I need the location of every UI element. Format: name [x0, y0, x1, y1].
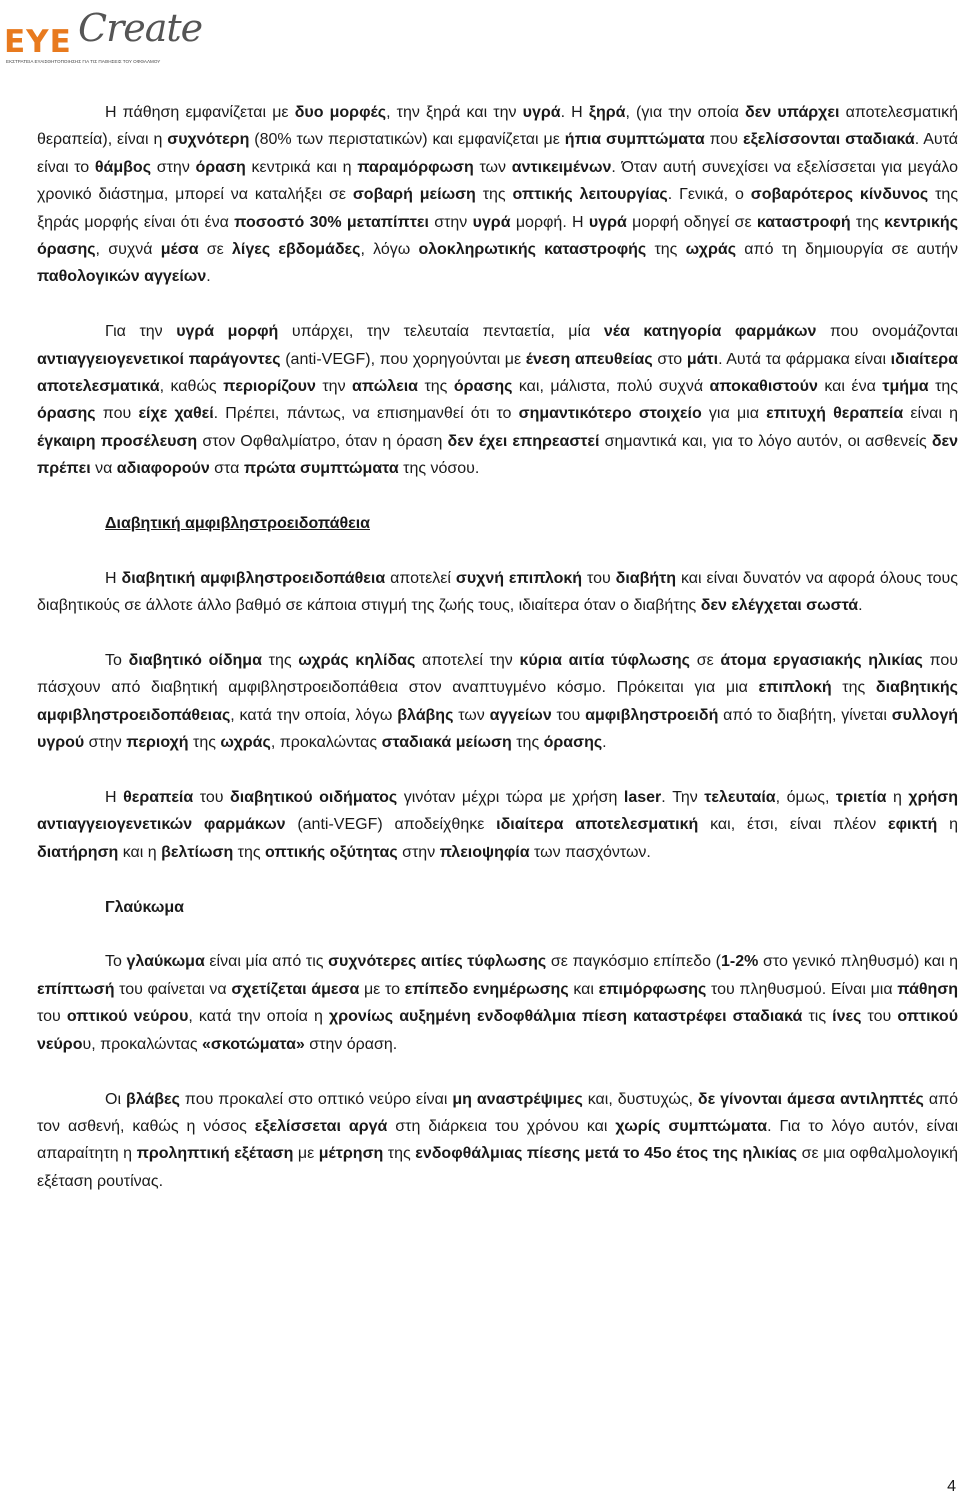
- bold-text: διαβήτη: [615, 569, 677, 587]
- text-run: που: [95, 405, 139, 423]
- text-run: στην όραση.: [304, 1035, 398, 1053]
- bold-text: περιοχή: [126, 734, 189, 752]
- section-heading: Διαβητική αμφιβληστροειδοπάθεια: [105, 515, 370, 533]
- bold-text: όρασης: [37, 405, 96, 423]
- text-run: σε μια οφθαλμολογική εξέταση ρουτίνας.: [37, 1145, 958, 1190]
- bold-text: σοβαρή μείωση: [352, 186, 476, 204]
- bold-text: κύρια αιτία τύφλωσης: [519, 652, 690, 670]
- bold-text: ήπια συμπτώματα: [564, 131, 705, 149]
- text-run: και ένα: [817, 378, 883, 396]
- text-run: για μια: [701, 405, 767, 423]
- text-run: Η πάθηση εμφανίζεται με: [105, 104, 295, 121]
- text-run: του: [193, 789, 231, 807]
- bold-text: εφικτή: [888, 816, 938, 834]
- text-run: και: [568, 980, 599, 998]
- text-run: αποτελεσματική θεραπεία), είναι η: [37, 104, 959, 149]
- bold-text: λίγες εβδομάδες: [232, 241, 361, 259]
- text-run: στο: [652, 350, 687, 368]
- bold-text: επιτυχή θεραπεία: [766, 405, 904, 423]
- bold-text: μέτρηση: [318, 1145, 384, 1163]
- text-run: , όμως,: [775, 789, 836, 807]
- bold-text: ιδιαίτερα αποτελεσματική: [496, 816, 699, 834]
- bold-text: διατήρηση: [37, 843, 119, 861]
- text-run: της: [646, 241, 686, 259]
- bold-text: υγρά: [588, 213, 627, 231]
- text-run: της: [475, 186, 513, 204]
- bold-text: υγρά μορφή: [176, 323, 279, 341]
- text-run: την: [315, 378, 353, 396]
- bold-text: συλλογή υγρού: [37, 706, 958, 752]
- text-run: . Αυτά είναι το: [37, 131, 959, 176]
- bold-text: πάθηση: [897, 980, 959, 998]
- bold-text: αγγείων: [489, 706, 552, 724]
- text-run: σε: [690, 652, 721, 670]
- text-run: (anti-VEGF), που χορηγούνται με: [280, 350, 526, 368]
- text-run: του φαίνεται να: [114, 980, 232, 998]
- bold-text: «σκοτώματα»: [201, 1035, 305, 1053]
- text-run: στο γενικό πληθυσμό) και η: [758, 953, 959, 971]
- bold-text: αδιαφορούν: [116, 460, 210, 478]
- text-run: της νόσου.: [398, 460, 480, 478]
- bold-text: κεντρικής όρασης: [37, 213, 959, 259]
- text-run: σε παγκόσμιο επίπεδο (: [546, 953, 722, 971]
- text-run: στα: [209, 460, 244, 478]
- logo-tagline: ΕΚΣΤΡΑΤΕΙΑ ΕΥΑΙΣΘΗΤΟΠΟΙΗΣΗΣ ΓΙΑ ΤΙΣ ΠΑΘΗΣΕΙΣ ΤΟΥ ΟΦΘΑΛΜΟΥ: [6, 59, 161, 64]
- bold-text: χωρίς συμπτώματα: [615, 1117, 768, 1135]
- text-run: Οι: [105, 1090, 126, 1108]
- bold-text: επίπεδο ενημέρωσης: [404, 980, 569, 998]
- bold-text: τελευταία: [704, 789, 776, 807]
- text-run: των πασχόντων.: [529, 843, 651, 861]
- text-run: Η: [105, 569, 122, 587]
- bold-text: ιδιαίτερα αποτελεσματικά: [37, 350, 959, 396]
- bold-text: ωχράς: [685, 241, 737, 259]
- text-run: και, δυστυχώς,: [582, 1090, 698, 1108]
- body-paragraph: [37, 948, 958, 1058]
- eyecreate-logo: [4, 2, 214, 68]
- text-run: της: [417, 378, 454, 396]
- bold-text: επιπλοκή: [758, 679, 832, 697]
- bold-text: επιμόρφωσης: [598, 980, 707, 998]
- text-run: σημαντικά και, για το λόγο αυτόν, οι ασθενείς: [599, 432, 932, 450]
- text-run: στον Οφθαλμίατρο, όταν η όραση: [197, 432, 448, 450]
- bold-text: σταδιακά μείωση: [381, 734, 512, 752]
- bold-text: προληπτική εξέταση: [136, 1145, 294, 1163]
- bold-text: όρασης: [453, 378, 513, 396]
- text-run: . Πρέπει, πάντως, να επισημανθεί ότι το: [213, 405, 519, 423]
- text-run: , προκαλώντας: [270, 734, 382, 752]
- bold-text: διαβητικού οιδήματος: [230, 789, 398, 807]
- bold-text: εξελίσσονται σταδιακά: [742, 131, 915, 149]
- bold-text: εξελίσσεται αργά: [254, 1117, 388, 1135]
- bold-text: βλάβες: [125, 1090, 180, 1108]
- bold-text: ενδοφθάλμιας πίεσης μετά το 45ο έτος της ηλικίας: [415, 1145, 798, 1163]
- bold-text: ωχράς κηλίδας: [298, 652, 416, 670]
- bold-text: θεραπεία: [123, 789, 194, 807]
- text-run: και η: [118, 843, 162, 861]
- text-run: της ξηράς μορφής είναι ότι ένα: [37, 186, 959, 231]
- document-body: [37, 99, 958, 1195]
- bold-text: δε γίνονται άμεσα αντιληπτές: [697, 1090, 924, 1108]
- text-run: , την ξηρά και την: [386, 104, 523, 121]
- bold-text: σημαντικότερο στοιχείο: [518, 405, 702, 423]
- bold-text: απώλεια: [352, 378, 418, 396]
- bold-text: συχνότερη: [167, 131, 250, 149]
- text-run: γινόταν μέχρι τώρα με χρήση: [397, 789, 624, 807]
- text-run: της: [850, 213, 885, 231]
- text-run: Το: [105, 953, 127, 971]
- text-run: .: [206, 268, 211, 286]
- bold-text: είχε χαθεί: [138, 405, 214, 423]
- text-run: υ, προκαλώντας: [82, 1035, 202, 1053]
- text-run: . Αυτά τα φάρμακα είναι: [718, 350, 891, 368]
- text-run: με το: [359, 980, 405, 998]
- bold-text: σοβαρότερος κίνδυνος: [750, 186, 929, 204]
- text-run: του: [551, 706, 586, 724]
- text-run: που: [704, 131, 743, 149]
- bold-text: οπτικής οξύτητας: [265, 843, 398, 861]
- text-run: Το: [105, 652, 129, 670]
- text-run: κεντρικά και η: [245, 158, 358, 176]
- text-run: , κατά την οποία η: [188, 1008, 330, 1026]
- text-run: .: [602, 734, 607, 752]
- text-run: . Γενικά, ο: [667, 186, 751, 204]
- bold-text: βελτίωση: [161, 843, 234, 861]
- text-run: του πληθυσμού. Είναι μια: [706, 980, 898, 998]
- bold-text: άτομα εργασιακής ηλικίας: [720, 652, 923, 670]
- text-run: , κατά την οποία, λόγω: [230, 706, 398, 724]
- bold-text: διαβητικό οίδημα: [128, 652, 262, 670]
- text-run: η: [886, 789, 909, 807]
- bold-text: ποσοστό 30% μεταπίπτει: [234, 213, 429, 231]
- text-run: στην: [428, 213, 473, 231]
- text-run: της: [383, 1145, 416, 1163]
- text-run: και, έτσι, είναι πλέον: [698, 816, 888, 834]
- text-run: Η: [105, 789, 124, 807]
- text-run: και, μάλιστα, πολύ συχνά: [512, 378, 710, 396]
- bold-text: συχνότερες αιτίες τύφλωσης: [328, 953, 547, 971]
- text-run: (80% των περιστατικών) και εμφανίζεται με: [249, 131, 565, 149]
- body-paragraph: [37, 784, 958, 866]
- bold-text: τμήμα: [882, 378, 929, 396]
- text-run: της: [831, 679, 876, 697]
- logo-create-text: Create: [78, 6, 203, 50]
- logo-eye-text: ΕΥΕ: [4, 24, 72, 60]
- text-run: της: [928, 378, 959, 396]
- text-run: που πάσχουν από διαβητική αμφιβληστροειδοπάθεια στον αναπτυγμένο κόσμο. Πρόκειται για μια: [37, 652, 959, 697]
- bold-text: ίνες: [832, 1008, 862, 1026]
- text-run: από τη δημιουργία σε αυτήν: [736, 241, 958, 259]
- text-run: της: [188, 734, 221, 752]
- bold-text: πρώτα συμπτώματα: [243, 460, 399, 478]
- bold-text: αντικειμένων: [511, 158, 612, 176]
- text-run: , λόγω: [360, 241, 419, 259]
- bold-text: όραση: [195, 158, 246, 176]
- text-run: , συχνά: [95, 241, 161, 259]
- bold-text: laser: [623, 789, 662, 807]
- bold-text: περιορίζουν: [223, 378, 316, 396]
- text-run: από τον ασθενή, καθώς η νόσος: [37, 1090, 959, 1135]
- text-run: . Όταν αυτή συνεχίσει να εξελίσσεται για μεγάλο χρονικό διάστημα, μπορεί να καταλήξει σε: [37, 158, 959, 204]
- bold-text: τριετία: [835, 789, 887, 807]
- bold-text: σχετίζεται άμεσα: [231, 980, 360, 998]
- body-paragraph: [37, 1086, 958, 1196]
- body-paragraph: [37, 647, 958, 757]
- text-run: της: [233, 843, 266, 861]
- text-run: (anti-VEGF) αποδείχθηκε: [285, 816, 497, 834]
- text-run: που προκαλεί στο οπτικό νεύρο είναι: [179, 1090, 453, 1108]
- bold-text: γλαύκωμα: [126, 953, 205, 971]
- text-run: με: [293, 1145, 319, 1163]
- bold-text: δεν ελέγχεται σωστά: [700, 597, 859, 615]
- bold-text: μη αναστρέψιμες: [452, 1090, 583, 1108]
- text-run: στην: [151, 158, 196, 176]
- bold-text: ένεση απευθείας: [525, 350, 653, 368]
- bold-text: παθολογικών αγγείων: [37, 268, 207, 286]
- bold-text: πλειοψηφία: [439, 843, 530, 861]
- bold-text: δεν υπάρχει: [745, 104, 840, 121]
- text-run: . Την: [661, 789, 705, 807]
- text-run: και είναι δυνατόν να αφορά όλους τους διαβητικούς σε άλλοτε άλλο βαθμό σε κάποια στιγμή της ζωής τους, ιδιαίτερα όταν ο διαβήτης: [37, 569, 959, 615]
- text-run: είναι μία από τις: [204, 953, 329, 971]
- text-run: . Η: [560, 104, 589, 121]
- text-run: του: [37, 1008, 67, 1026]
- bold-text: όρασης: [543, 734, 603, 752]
- bold-text: χρονίως αυξημένη ενδοφθάλμια πίεση καταστρέφει σταδιακά: [329, 1008, 803, 1026]
- bold-text: θάμβος: [94, 158, 152, 176]
- text-run: των: [453, 706, 490, 724]
- bold-text: υγρά: [522, 104, 561, 121]
- bold-text: επίπτωσή: [37, 980, 115, 998]
- bold-text: μάτι: [686, 350, 719, 368]
- text-run: να: [90, 460, 117, 478]
- bold-text: αμφιβληστροειδή: [585, 706, 719, 724]
- bold-text: οπτικής λειτουργίας: [512, 186, 668, 204]
- bold-text: διαβητικής αμφιβληστροειδοπάθειας: [37, 679, 958, 724]
- text-run: αποτελεί την: [415, 652, 520, 670]
- bold-text: νέα κατηγορία φαρμάκων: [603, 323, 817, 341]
- text-run: . Για το λόγο αυτόν, είναι απαραίτητη η: [37, 1117, 959, 1163]
- bold-text: ωχράς: [220, 734, 271, 752]
- bold-text: δυο μορφές: [294, 104, 387, 121]
- text-run: σε: [198, 241, 232, 259]
- bold-text: ολοκληρωτικής καταστροφής: [418, 241, 647, 259]
- bold-text: αποκαθιστούν: [709, 378, 818, 396]
- bold-text: οπτικού νεύρο: [37, 1008, 958, 1053]
- text-run: .: [858, 597, 863, 615]
- text-run: της: [511, 734, 544, 752]
- text-run: αποτελεί: [385, 569, 456, 587]
- text-run: στη διάρκεια του χρόνου και: [387, 1117, 616, 1135]
- bold-text: αντιαγγειογενετικοί παράγοντες: [37, 350, 281, 368]
- body-paragraph: [37, 99, 958, 291]
- text-run: η: [937, 816, 959, 834]
- text-run: του: [582, 569, 616, 587]
- text-run: που ονομάζονται: [816, 323, 958, 341]
- text-run: υπάρχει, την τελευταία πενταετία, μία: [278, 323, 604, 341]
- bold-text: βλάβης: [397, 706, 454, 724]
- text-run: μορφή. Η: [510, 213, 589, 231]
- bold-text: δεν έχει επηρεαστεί: [447, 432, 600, 450]
- text-run: στην: [397, 843, 440, 861]
- bold-text: δεν πρέπει: [37, 432, 959, 478]
- bold-text: έγκαιρη προσέλευση: [37, 432, 198, 450]
- body-paragraph: [37, 565, 958, 620]
- bold-text: χρήση αντιαγγειογενετικών φαρμάκων: [37, 789, 958, 834]
- bold-text: μέσα: [160, 241, 199, 259]
- page-number: 4: [947, 1478, 956, 1495]
- body-paragraph: [37, 318, 958, 482]
- bold-text: συχνή επιπλοκή: [455, 569, 583, 587]
- bold-text: ξηρά: [588, 104, 626, 121]
- text-run: στην: [84, 734, 127, 752]
- bold-text: διαβητική αμφιβληστροειδοπάθεια: [121, 569, 386, 587]
- text-run: μορφή οδηγεί σε: [626, 213, 757, 231]
- bold-text: υγρά: [472, 213, 511, 231]
- text-run: από το διαβήτη, γίνεται: [718, 706, 892, 724]
- text-run: , καθώς: [159, 378, 224, 396]
- text-run: Για την: [105, 323, 177, 341]
- text-run: του: [861, 1008, 898, 1026]
- text-run: των: [473, 158, 512, 176]
- bold-text: παραμόρφωση: [357, 158, 474, 176]
- text-run: , (για την οποία: [625, 104, 745, 121]
- text-run: τις: [802, 1008, 833, 1026]
- bold-text: 1-2%: [721, 953, 759, 971]
- bold-text: οπτικού νεύρου: [66, 1008, 189, 1026]
- bold-text: καταστροφή: [756, 213, 851, 231]
- text-run: της: [261, 652, 299, 670]
- section-heading: Γλαύκωμα: [105, 898, 184, 916]
- text-run: είναι η: [903, 405, 959, 423]
